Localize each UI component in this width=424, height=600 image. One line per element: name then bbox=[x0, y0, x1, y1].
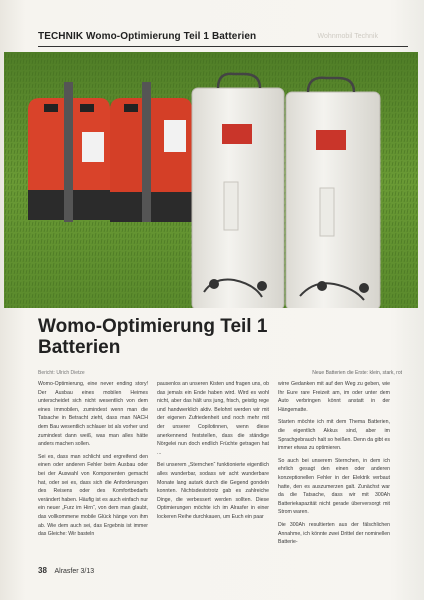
article-title-line2: Batterien bbox=[38, 337, 121, 358]
white-battery-left bbox=[192, 74, 284, 308]
battery-photo bbox=[4, 52, 418, 308]
paragraph: pausenlos an unseren Kisten und fragen uns, ob das jemals ein Ende haben wird. Wird es wohl nicht, aber das hält uns jung, frisch, geistig rege und handwerklich aktiv. Belohnt werden wir mit der eigenen Zufriedenheit und noch mehr mit der unserer Copilotinnen, wenn diese anerkennend feststellen, dass die ständige Nörgelei nun doch endlich Früchte getragen hat ... bbox=[157, 381, 269, 456]
red-battery-left bbox=[28, 82, 110, 222]
paragraph: So auch bei unserem Sternchen, in dem ich ehrlich gesagt den einen oder anderen konzeptionellen Fehler in der Elektrik verbaut hatte, den es auszumerzen galt. Zunächst war da die Tatsache, dass wir mit 300Ah Batteriekapazität nicht gerade überversorgt mit Strom waren. bbox=[278, 457, 390, 516]
white-battery-right bbox=[286, 78, 380, 308]
text-column-1 bbox=[38, 380, 148, 543]
magazine-issue: Alrasfer 3/13 bbox=[54, 568, 95, 575]
page-footer bbox=[38, 566, 94, 575]
article-title bbox=[38, 316, 288, 358]
article-author: Bericht: Ulrich Dietze bbox=[38, 370, 85, 376]
paragraph: Bei unserem „Sternchen“ funktionierte eigentlich alles wunderbar, sodass wir acht wunderbare Monate lang autark durch die Gegend gondeln konnten. Nichtsdestotrotz gab es zahlreiche Dinge, die verbessert werden sollten. Diese Optimierungen möchte ich im Alrasfer in einer lockeren Reihe durchkauen, um Euch ein paar bbox=[157, 462, 269, 520]
header-ghost-text: Wohnmobil Technik bbox=[317, 33, 378, 40]
article-title-line1: Womo-Optimierung Teil 1 bbox=[38, 316, 268, 337]
paragraph: Starten möchte ich mit dem Thema Batterien, die eigentlich Akkus sind, aber im Sprachgebrauch halt so heißen. Denn da gibt es immer etwas zu optimieren. bbox=[278, 419, 390, 452]
battery-photo-illustration bbox=[4, 52, 418, 308]
text-column-2 bbox=[157, 380, 269, 526]
paragraph: Sei es, dass man schlicht und ergreifend den einen oder anderen Fehler beim Ausbau oder bei der Auswahl von Komponenten gemacht hat, oder sei es, dass sich die Anforderungen des Reisens oder des Komfortbedarfs verändert haben. Häufig ist es auch einfach nur ein neuer „Furz im Hirn“, von dem man glaubt, das vollkommene mobile Glück hänge von ihm ab. Wie dem auch sei, das Ergebnis ist immer das Gleiche: Wir basteln bbox=[38, 453, 148, 538]
page-number: 38 bbox=[38, 566, 47, 575]
photo-caption: Neue Batterien die Erste: klein, stark, rot bbox=[312, 370, 402, 376]
header-title: TECHNIK Womo-Optimierung Teil 1 Batterien bbox=[38, 31, 257, 42]
paragraph: wirre Gedanken mit auf den Weg zu geben, wie Ihr Eure rare Freizeit am, im oder unter dem Auto verbringen könnt anstatt in der Hängematte. bbox=[278, 381, 390, 413]
running-header bbox=[38, 30, 408, 47]
paragraph: Womo-Optimierung, eine never ending story! Der Ausbau eines mobilen Heimes unterscheidet sich nicht wesentlich von dem eines immobilen, zumindest wenn man die Tatsache in Betracht zieht, dass man NACH dem Bau wesentlich schlauer ist als vorher und zumindest dann weiß, was man alles hätte anders machen sollen. bbox=[38, 381, 148, 448]
paragraph: Die 300Ah resultierten aus der fälschlichen Annahme, ich könnte zwei Drittel der nominellen Batterie- bbox=[278, 521, 390, 546]
text-column-3 bbox=[278, 380, 390, 551]
red-battery-right bbox=[110, 82, 192, 222]
